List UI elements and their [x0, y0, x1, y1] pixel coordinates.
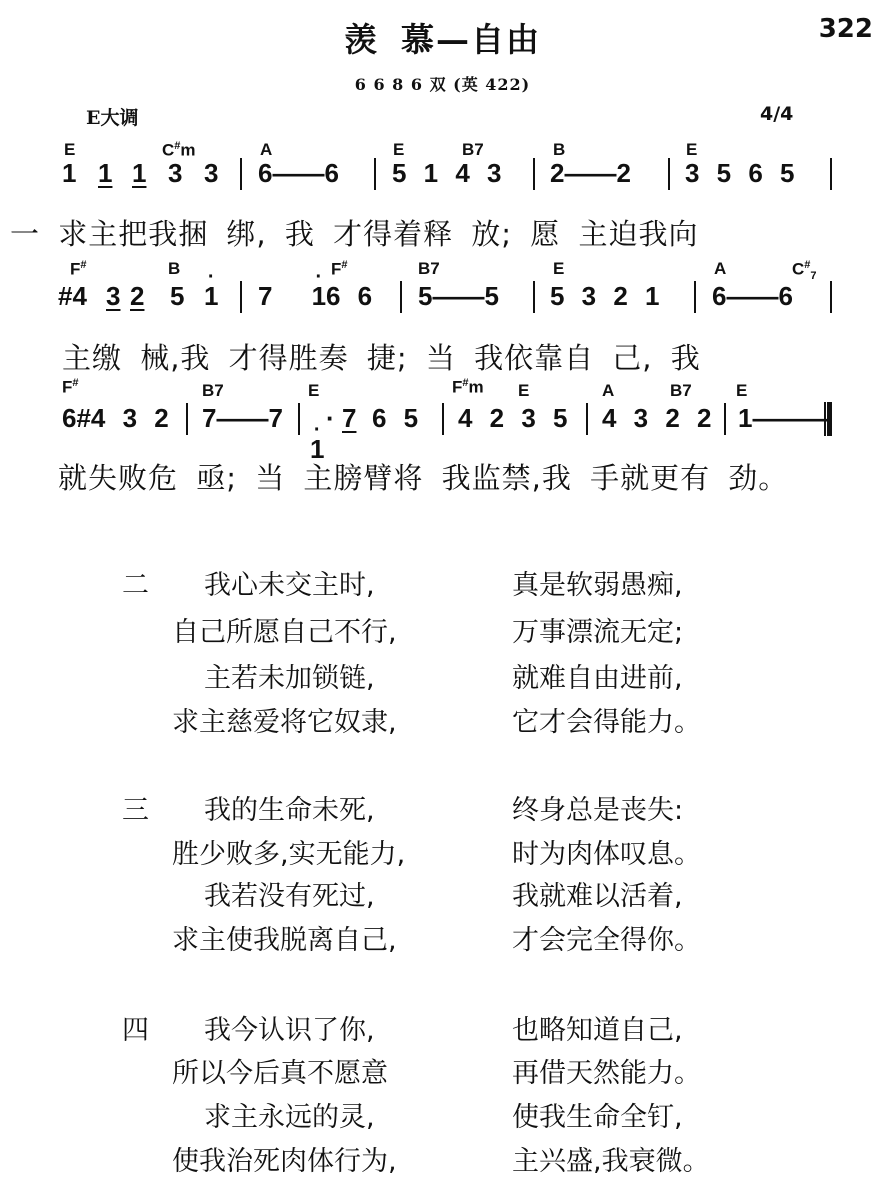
lyric-line: 一 求主把我捆 绑, 我 才得着释 放; 愿 主迫我向 — [10, 217, 699, 251]
note-group: 6——6 — [712, 281, 793, 311]
title-subtitle: —自由 — [436, 20, 541, 59]
verse-line-right: 真是软弱愚痴, — [512, 570, 683, 601]
verse-number: 四 — [122, 1015, 149, 1046]
chord — [792, 259, 817, 282]
chord: E — [393, 140, 405, 159]
bar-line — [186, 403, 188, 435]
verse-line-left: 我的生命未死, — [204, 795, 375, 826]
note: 7 — [258, 281, 273, 311]
verse-line-right: 使我生命全钉, — [512, 1102, 683, 1133]
lyric-line: 就失败危 亟; 当 主膀臂将 我监禁,我 手就更有 劲。 — [58, 461, 789, 495]
verse-line-left: 胜少败多,实无能力, — [172, 839, 406, 870]
verse-line-right: 我就难以活着, — [512, 881, 683, 912]
verse-line-left: 我若没有死过, — [204, 881, 375, 912]
meter-label: 6 6 8 6 双 (英 422) — [354, 75, 531, 94]
chord: E — [686, 140, 698, 159]
verse-line-left: 自己所愿自己不行, — [172, 617, 397, 648]
chord: B — [168, 259, 181, 278]
bar-line — [240, 281, 242, 313]
verse-line-right: 它才会得能力。 — [512, 707, 701, 738]
chord — [331, 259, 348, 280]
verse-line-left: 求主慈爱将它奴隶, — [172, 707, 397, 738]
bar-line — [240, 158, 242, 190]
chord-root: F — [70, 259, 81, 279]
sharp-sign: # — [72, 377, 79, 389]
chord: E — [553, 259, 565, 278]
note: 7 — [342, 403, 357, 433]
bar-line — [830, 158, 832, 190]
note-group: 5——5 — [418, 281, 499, 311]
bar-line — [668, 158, 670, 190]
verse-number: 二 — [122, 570, 149, 601]
dotted-note-mark: · — [326, 403, 335, 433]
bar-line — [830, 281, 832, 313]
lyric-line: 主缴 械,我 才得胜奏 捷; 当 我依靠自 己, 我 — [62, 341, 701, 375]
verse-line-right: 主兴盛,我衰微。 — [512, 1146, 710, 1177]
bar-line — [694, 281, 696, 313]
verse-line-right: 终身总是丧失: — [512, 795, 684, 826]
verse-line-right: 就难自由进前, — [512, 663, 683, 694]
note: #4 — [58, 281, 87, 311]
bar-line — [374, 158, 376, 190]
note-high-octave: · 1 — [312, 281, 326, 312]
chord-root: F — [452, 377, 463, 397]
bar-line — [442, 403, 444, 435]
chord: E — [308, 381, 320, 400]
chord — [452, 377, 484, 398]
verse-line-left: 我今认识了你, — [204, 1015, 375, 1046]
note: 3 — [106, 281, 121, 311]
note: 2 — [130, 281, 145, 311]
note-group: 6——6 — [258, 158, 339, 188]
note-group: 3 5 6 5 — [685, 158, 795, 188]
note: 1 — [98, 158, 113, 188]
bar-line — [533, 281, 535, 313]
hymn-title — [0, 14, 885, 61]
note-group: 4 2 3 5 — [458, 403, 568, 433]
chord: B — [553, 140, 566, 159]
note-group: 7——7 — [202, 403, 283, 433]
key-signature: E大调 — [86, 107, 139, 129]
verse-line-right: 也略知道自己, — [512, 1015, 683, 1046]
note: 1 — [62, 158, 77, 188]
verse-number: 三 — [122, 795, 149, 826]
time-signature: 4/4 — [760, 103, 794, 125]
verse-line-left: 求主永远的灵, — [204, 1102, 375, 1133]
verse-line-left: 求主使我脱离自己, — [172, 925, 397, 956]
note-high-octave: · 1 — [310, 434, 324, 465]
page-number: 322 — [818, 14, 873, 44]
chord-quality: m — [180, 140, 196, 160]
chord: E — [64, 140, 76, 159]
verse-line-left: 使我治死肉体行为, — [172, 1146, 397, 1177]
chord: A — [602, 381, 615, 400]
note-group: 6 5 — [372, 403, 419, 433]
note-group: 1——— — [738, 403, 831, 433]
chord — [62, 377, 79, 398]
sharp-sign: # — [804, 259, 811, 271]
note: 3 — [204, 158, 219, 188]
note-high-octave: · 1 — [204, 281, 218, 312]
verse-line-left: 主若未加锁链, — [204, 663, 375, 694]
verse-line-right: 时为肉体叹息。 — [512, 839, 701, 870]
bar-line — [724, 403, 726, 435]
note-group: 4 3 2 2 — [602, 403, 712, 433]
note-group: 6#4 3 2 — [62, 403, 169, 433]
verse-line-left: 我心未交主时, — [204, 570, 375, 601]
chord: A — [714, 259, 727, 278]
bar-line — [586, 403, 588, 435]
note: 1 — [132, 158, 147, 188]
bar-line — [400, 281, 402, 313]
note-group: 2——2 — [550, 158, 631, 188]
title-char-2: 慕 — [401, 20, 436, 59]
chord-root: C — [792, 259, 805, 279]
chord: E — [736, 381, 748, 400]
verse-line-left: 所以今后真不愿意 — [172, 1058, 388, 1089]
sharp-sign: # — [462, 377, 469, 389]
verse-line-right: 再借天然能力。 — [512, 1058, 701, 1089]
note-group: 5 3 2 1 — [550, 281, 660, 311]
bar-line — [298, 403, 300, 435]
sharp-sign: # — [341, 259, 348, 271]
note-group: 6 6 — [326, 281, 373, 311]
chord — [70, 259, 87, 280]
final-bar-line — [824, 402, 832, 436]
bar-line — [533, 158, 535, 190]
chord: E — [518, 381, 530, 400]
chord: B7 — [670, 381, 692, 400]
chord: B7 — [202, 381, 224, 400]
sharp-sign: # — [80, 259, 87, 271]
verse-line-right: 才会完全得你。 — [512, 925, 701, 956]
sharp-sign: # — [174, 140, 181, 152]
title-char-1: 羡 — [344, 20, 379, 59]
chord-root: C — [162, 140, 175, 160]
chord-seventh: 7 — [810, 270, 817, 283]
chord: B7 — [462, 140, 484, 159]
chord: B7 — [418, 259, 440, 278]
note: 5 — [170, 281, 185, 311]
chord-quality: m — [468, 377, 484, 397]
chord-root: F — [331, 259, 342, 279]
chord-root: F — [62, 377, 73, 397]
chord: A — [260, 140, 273, 159]
verse-line-right: 万事漂流无定; — [512, 617, 684, 648]
note-group: 5 1 4 3 — [392, 158, 502, 188]
note: 3 — [168, 158, 183, 188]
